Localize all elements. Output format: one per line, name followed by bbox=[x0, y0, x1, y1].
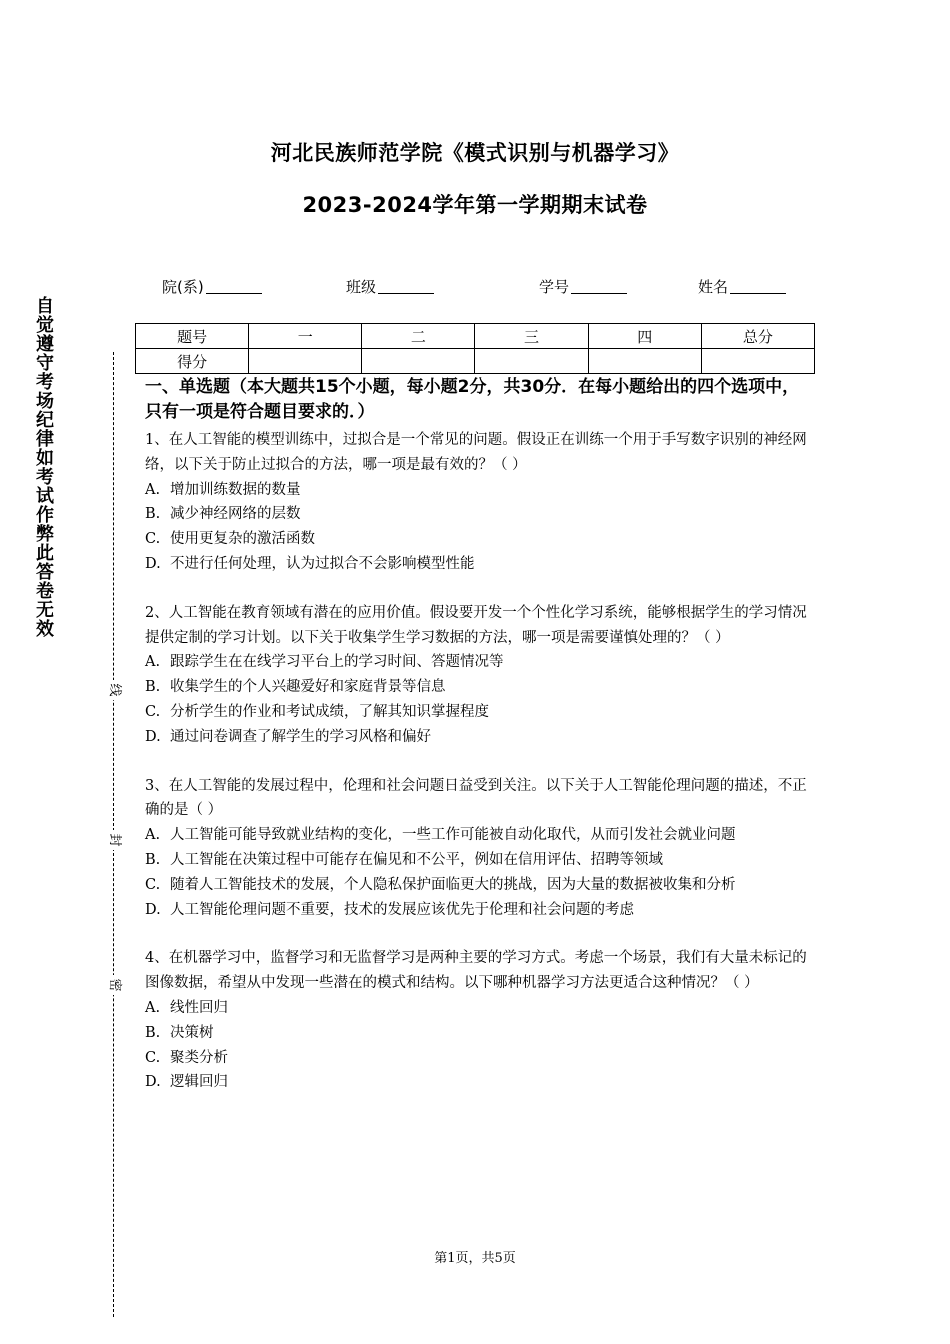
question-stem: 4、在机器学习中，监督学习和无监督学习是两种主要的学习方式。考虑一个场景，我们有大量未标记的图像数据，希望从中发现一些潜在的模式和结构。以下哪种机器学习方法更适合这种情况？（ ） bbox=[145, 950, 807, 992]
binding-mark-secret: 密 bbox=[104, 975, 124, 995]
score-table bbox=[135, 323, 815, 374]
option-a: A. 跟踪学生在在线学习平台上的学习时间、答题情况等 bbox=[145, 654, 504, 671]
name-label: 姓名 bbox=[698, 278, 729, 296]
exam-title-line2: 2023-2024学年第一学期期末试卷 bbox=[302, 193, 648, 217]
option-c: C. 随着人工智能技术的发展，个人隐私保护面临更大的挑战，因为大量的数据被收集和分析 bbox=[145, 876, 736, 893]
college-field bbox=[162, 276, 262, 297]
option-c: C. 分析学生的作业和考试成绩，了解其知识掌握程度 bbox=[145, 703, 489, 720]
score-cell bbox=[362, 349, 475, 374]
name-field bbox=[698, 276, 786, 297]
question-stem: 3、在人工智能的发展过程中，伦理和社会问题日益受到关注。以下关于人工智能伦理问题的描述，不正确的是（ ） bbox=[145, 777, 807, 819]
exam-content bbox=[145, 375, 810, 1119]
college-blank bbox=[206, 279, 262, 294]
option-d: D. 不进行任何处理，认为过拟合不会影响模型性能 bbox=[145, 555, 475, 572]
score-cell bbox=[701, 349, 814, 374]
score-cell bbox=[249, 349, 362, 374]
score-table-score-row bbox=[136, 349, 815, 374]
score-header-cell: 三 bbox=[475, 324, 588, 349]
name-blank bbox=[730, 279, 786, 294]
option-b: B. 减少神经网络的层数 bbox=[145, 506, 301, 523]
option-d: D. 人工智能伦理问题不重要，技术的发展应该优先于伦理和社会问题的考虑 bbox=[145, 901, 634, 918]
score-header-cell: 总分 bbox=[701, 324, 814, 349]
student-id-label: 学号 bbox=[539, 278, 570, 296]
option-b: B. 收集学生的个人兴趣爱好和家庭背景等信息 bbox=[145, 679, 446, 696]
option-c: C. 聚类分析 bbox=[145, 1049, 228, 1066]
option-d: D. 通过问卷调查了解学生的学习风格和偏好 bbox=[145, 728, 431, 745]
class-label: 班级 bbox=[346, 278, 377, 296]
question-stem: 2、人工智能在教育领域有潜在的应用价值。假设要开发一个个性化学习系统，能够根据学生的学习情况提供定制的学习计划。以下关于收集学生学习数据的方法，哪一项是需要谨慎处理的？（ ） bbox=[145, 604, 807, 646]
class-field bbox=[346, 276, 434, 297]
option-a: A. 线性回归 bbox=[145, 999, 228, 1016]
binding-mark-line: 线 bbox=[104, 680, 124, 700]
score-header-cell: 二 bbox=[362, 324, 475, 349]
exam-title-line1: 河北民族师范学院《模式识别与机器学习》 bbox=[270, 141, 680, 165]
question-1 bbox=[145, 428, 810, 577]
class-blank bbox=[378, 279, 434, 294]
score-header-cell: 题号 bbox=[136, 324, 249, 349]
score-header-cell: 一 bbox=[249, 324, 362, 349]
option-b: B. 人工智能在决策过程中可能存在偏见和不公平，例如在信用评估、招聘等领域 bbox=[145, 851, 663, 868]
question-4 bbox=[145, 946, 810, 1095]
option-d: D. 逻辑回归 bbox=[145, 1074, 228, 1091]
score-header-cell: 四 bbox=[588, 324, 701, 349]
score-table-header-row bbox=[136, 324, 815, 349]
exam-discipline-notice: 自觉遵守考场纪律如考试作弊此答卷无效 bbox=[36, 296, 54, 640]
option-a: A. 增加训练数据的数量 bbox=[145, 481, 301, 498]
option-b: B. 决策树 bbox=[145, 1024, 214, 1041]
option-a: A. 人工智能可能导致就业结构的变化，一些工作可能被自动化取代，从而引发社会就业问题 bbox=[145, 827, 736, 844]
question-2 bbox=[145, 601, 810, 750]
student-id-field bbox=[539, 276, 627, 297]
binding-mark-seal: 封 bbox=[104, 830, 124, 850]
score-cell bbox=[588, 349, 701, 374]
score-cell bbox=[475, 349, 588, 374]
score-row-label: 得分 bbox=[136, 349, 249, 374]
question-stem: 1、在人工智能的模型训练中，过拟合是一个常见的问题。假设正在训练一个用于手写数字识别的神经网络，以下关于防止过拟合的方法，哪一项是最有效的？（ ） bbox=[145, 432, 807, 473]
college-label: 院(系) bbox=[162, 278, 204, 296]
option-c: C. 使用更复杂的激活函数 bbox=[145, 531, 315, 548]
student-id-blank bbox=[571, 279, 627, 294]
page-number-footer: 第1页，共5页 bbox=[434, 1251, 516, 1266]
question-3 bbox=[145, 774, 810, 923]
section-heading: 一、单选题（本大题共15个小题，每小题2分，共30分．在每小题给出的四个选项中，只有一项是符合题目要求的．） bbox=[145, 377, 800, 422]
